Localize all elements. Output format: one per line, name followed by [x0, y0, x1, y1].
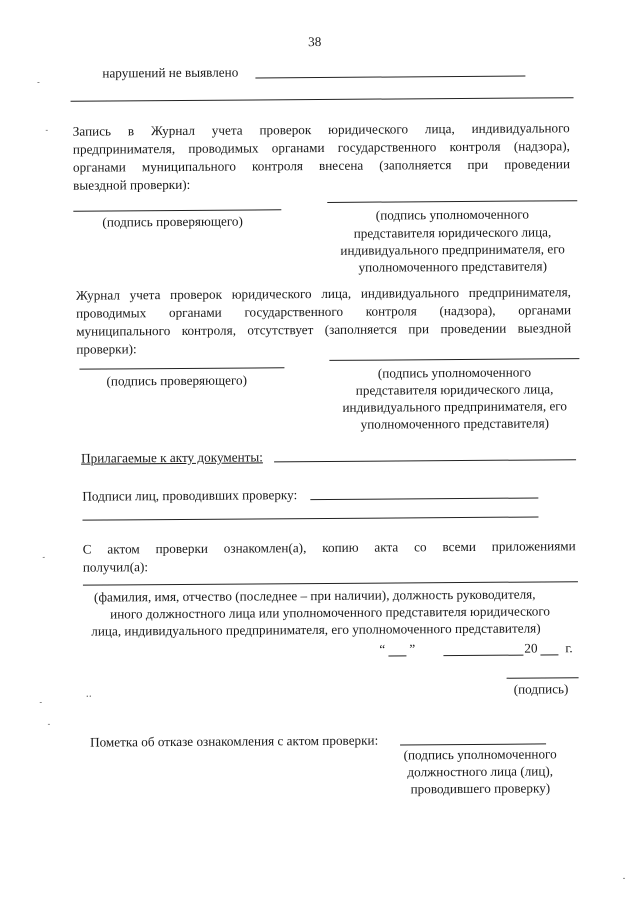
page-number: 38: [308, 33, 322, 50]
journal-absent-line-2: проводимых органами государственного контроля (надзора), органами: [75, 302, 572, 321]
journal-entry-line-2: предпринимателя, проводимых органами государственного контроля (надзора),: [72, 138, 570, 157]
acknowledgement-signature-line: [507, 677, 579, 679]
representative-caption-2-line-2: представителя юридического лица,: [355, 381, 554, 398]
representative-caption-2-line-4: уполномоченного представителя): [360, 415, 550, 432]
inspectors-signatures-line-1: [310, 497, 538, 500]
representative-caption-2-line-1: (подпись уполномоченного: [377, 364, 532, 381]
attached-documents-label: Прилагаемые к акту документы:: [80, 449, 263, 466]
journal-absent-line-4: проверки):: [76, 341, 137, 357]
acknowledgement-name-line: [83, 581, 578, 585]
representative-caption-1-line-3: индивидуального предпринимателя, его: [340, 241, 565, 258]
representative-caption-1-line-1: (подпись уполномоченного: [375, 206, 529, 223]
inspector-caption-2: (подпись проверяющего): [106, 372, 248, 389]
attached-documents-line: [274, 459, 576, 462]
date-year-suffix: г.: [565, 640, 573, 656]
date-year-prefix: 20: [524, 640, 538, 656]
inspectors-signatures-label: Подписи лиц, проводивших проверку:: [82, 487, 298, 504]
journal-absent-line-3: муниципального контроля, отсутствует (заполняется при проведении выездной: [76, 320, 572, 339]
scan-speck: [623, 878, 625, 879]
date-day-line: [388, 655, 406, 656]
acknowledgement-caption-line-3: лица, индивидуального предпринимателя, его уполномоченного представителя): [91, 620, 541, 639]
acknowledgement-caption-line-2: иного должностного лица или уполномоченного представителя юридического: [110, 603, 551, 622]
inspector-signature-line-1: [73, 209, 281, 211]
date-open-quote: “: [379, 641, 386, 657]
refusal-caption-line-1: (подпись уполномоченного: [403, 746, 557, 763]
journal-entry-line-1: Запись в Журнал учета проверок юридического лица, индивидуального: [72, 120, 570, 139]
scan-speck: [48, 724, 50, 725]
journal-entry-line-4: выездной проверки):: [73, 176, 191, 193]
representative-signature-line-1: [327, 200, 577, 203]
journal-absent-line-1: Журнал учета проверок юридического лица, индивидуального предпринимателя,: [75, 284, 571, 303]
scan-speck: [46, 130, 48, 131]
date-year-line: [540, 654, 558, 655]
inspectors-signatures-line-2: [82, 516, 538, 520]
refusal-caption-line-3: проводившего проверку): [410, 780, 551, 797]
refusal-label: Пометка об отказе ознакомления с актом проверки:: [89, 732, 379, 750]
no-violations-line: [255, 76, 525, 79]
no-violations-label: нарушений не выявлено: [102, 64, 239, 81]
journal-entry-line-3: органами муниципального контроля внесена (заполняется при проведении: [72, 156, 571, 175]
scan-speck: [37, 82, 39, 83]
refusal-line: [400, 743, 546, 745]
no-violations-line-2: [71, 97, 574, 102]
date-month-line: [443, 655, 523, 657]
acknowledgement-signature-caption: (подпись): [513, 681, 569, 697]
scan-speck: [43, 557, 45, 558]
representative-caption-2-line-3: индивидуального предпринимателя, его: [342, 398, 567, 415]
acknowledgement-caption-line-1: (фамилия, имя, отчество (последнее – при наличии), должность руководителя,: [93, 586, 536, 605]
acknowledgement-line-2: получил(а):: [82, 559, 149, 575]
refusal-caption-line-2: должностного лица (лиц),: [407, 763, 554, 780]
inspector-signature-line-2: [79, 367, 284, 369]
representative-caption-1-line-4: уполномоченного представителя): [358, 258, 547, 275]
stray-mark: ‥: [85, 688, 92, 699]
representative-signature-line-2: [329, 358, 579, 361]
acknowledgement-line-1: С актом проверки ознакомлен(а), копию акта со всеми приложениями: [82, 538, 576, 557]
inspector-caption-1: (подпись проверяющего): [102, 213, 243, 230]
representative-caption-1-line-2: представителя юридического лица,: [353, 224, 552, 241]
date-close-quote: ”: [409, 641, 416, 657]
scan-speck: [40, 702, 42, 703]
